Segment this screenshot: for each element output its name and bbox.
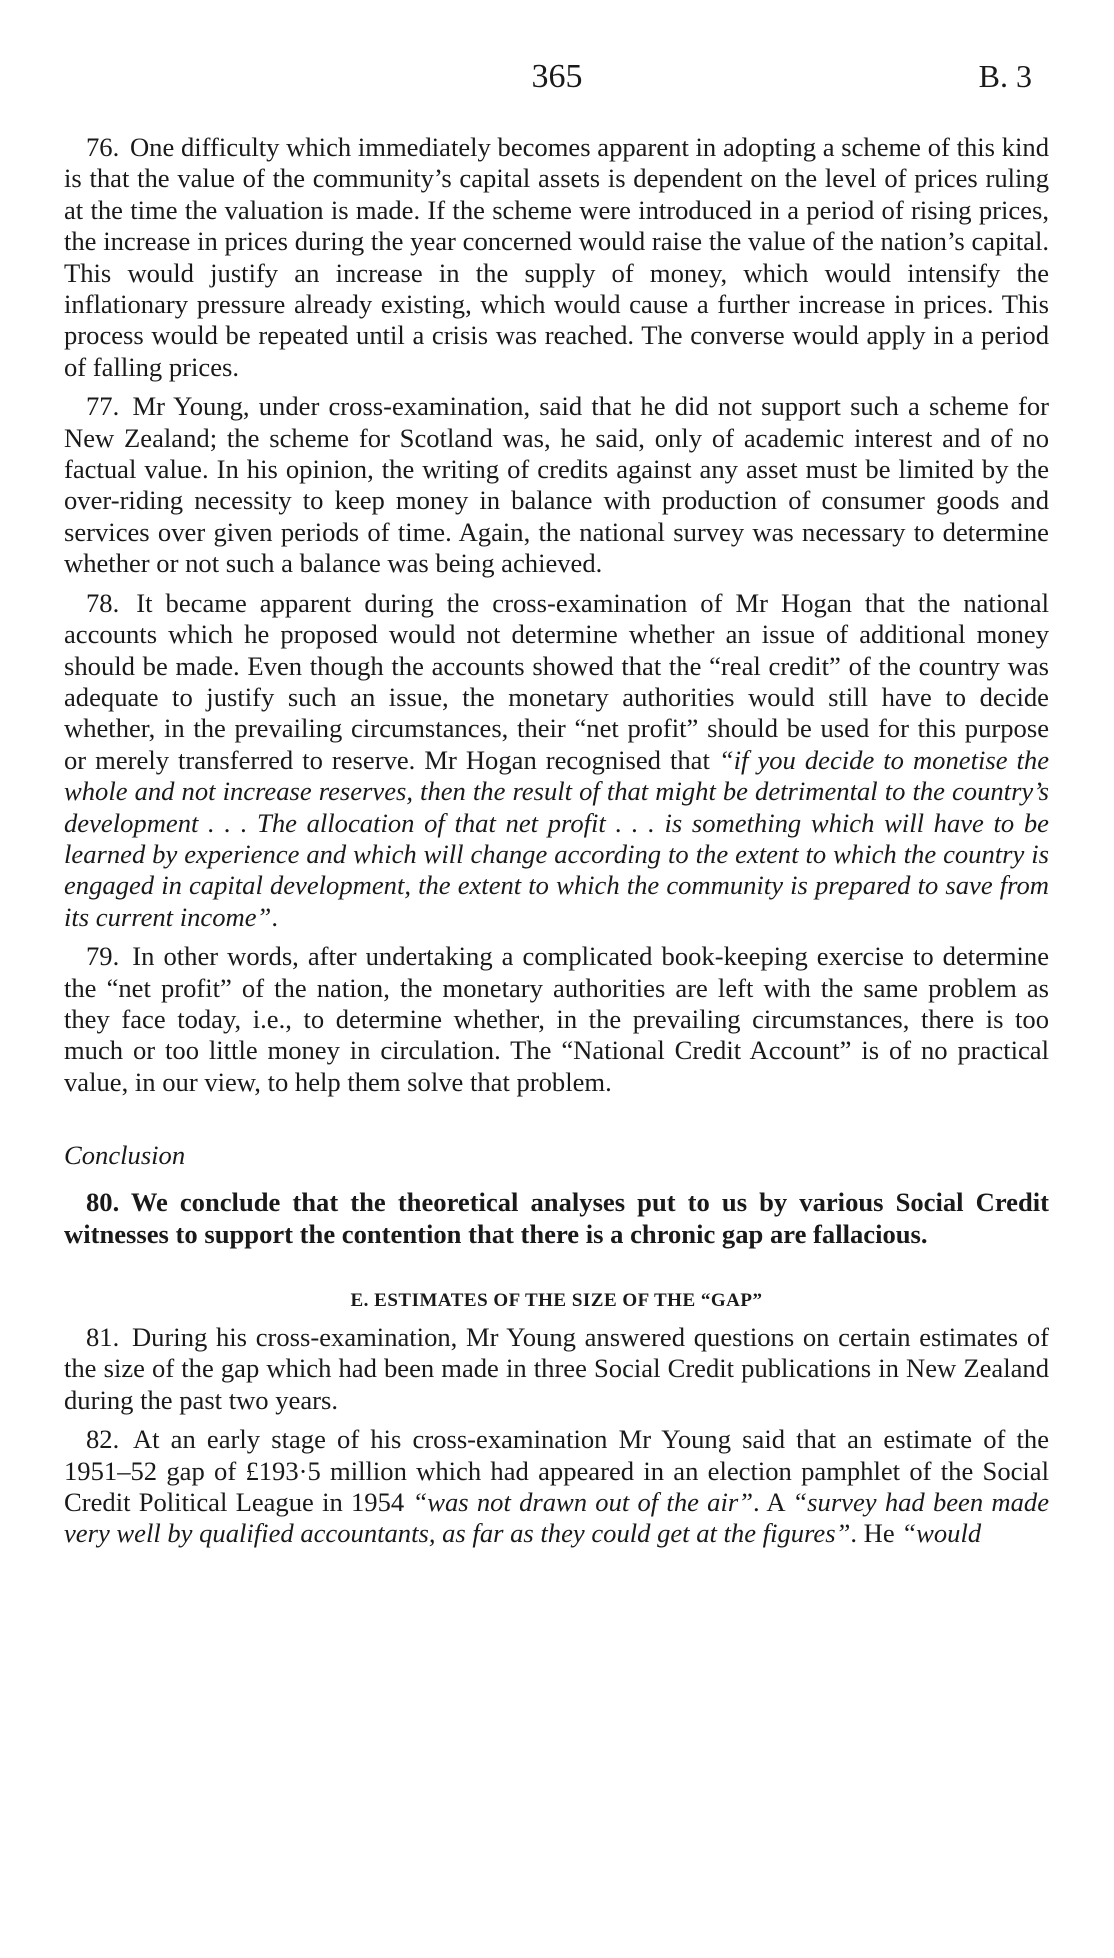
quoted-testimony: “was not drawn out of the air” <box>412 1487 753 1518</box>
paragraph-number: 81. <box>86 1322 120 1352</box>
paragraph-79 <box>64 941 1049 1098</box>
paragraph-text: At an early stage of his cross-examination Mr Young said that an estimate of the 1951–52 gap of £193·5 million which had appeared in an election pamphlet of the Social Credit Political League in 1954 <box>64 1424 1049 1518</box>
page-number: 365 <box>531 58 583 95</box>
paragraph-number: 78. <box>86 587 120 618</box>
paragraph-number: 76. <box>86 132 120 162</box>
paragraph-text: In other words, after undertaking a complicated book-keeping exercise to determine the “net profit” of the nation, the monetary authorities are left with the same problem as they face today, i.e., to determine whether, in the prevailing circumstances, there is too much or too little money in circulation. The “National Credit Account” is of no practical value, in our view, to help them solve that problem. <box>64 941 1049 1097</box>
paragraph-number: 82. <box>86 1424 120 1455</box>
paragraph-text: Mr Young, under cross-examination, said that he did not support such a scheme for New Zealand; the scheme for Scotland was, he said, only of academic interest and of no factual value. In his opinion, the writing of credits against any asset must be limited by the over-riding necessity to keep money in balance with production of consumer goods and services over given periods of time. Again, the national survey was necessary to determine whether or not such a balance was being achieved. <box>64 391 1049 579</box>
document-body <box>64 132 1049 1558</box>
paragraph-text: . He <box>850 1518 902 1549</box>
paragraph-82 <box>64 1424 1049 1550</box>
paragraph-78 <box>64 588 1049 933</box>
conclusion-text: We conclude that the theoretical analyses put to us by various Social Credit witnesses to support the contention that there is a chronic gap are fallacious. <box>64 1187 1049 1249</box>
paragraph-text: . A <box>752 1487 793 1518</box>
quoted-testimony: “survey had been made very well by qualified accountants, as far as they could get at the figures” <box>64 1487 1049 1549</box>
report-code: B. 3 <box>978 58 1032 94</box>
section-e-heading: E. ESTIMATES OF THE SIZE OF THE “GAP” <box>350 1290 763 1311</box>
paragraph-text: One difficulty which immediately becomes apparent in adopting a scheme of this kind is that the value of the community’s capital assets is dependent on the level of prices ruling at the time the valuation is made. If the scheme were introduced in a period of rising prices, the increase in prices during the year concerned would raise the value of the nation’s capital. This would justify an increase in the supply of money, which would intensify the inflationary pressure already existing, which would cause a further increase in prices. This process would be repeated until a crisis was reached. The converse would apply in a period of falling prices. <box>64 132 1049 382</box>
conclusion-heading: Conclusion <box>64 1140 186 1171</box>
paragraph-number: 79. <box>86 941 120 972</box>
paragraph-text: It became apparent during the cross-examination of Mr Hogan that the national accounts which he proposed would not determine whether an issue of additional money should be made. Even though the accounts showed that the “real credit” of the country was adequate to justify such an issue, the monetary authorities would still have to decide whether, in the prevailing circumstances, their “net profit” should be used for this purpose or merely transferred to reserve. Mr Hogan recognised that <box>64 587 1049 775</box>
paragraph-80 <box>64 1187 1049 1250</box>
quoted-testimony: “if you decide to monetise the whole and not increase reserves, then the result of that might be detrimental to the country’s development . . . The allocation of that net profit . . . is something which will have to be learned by experience and which will change according to the extent to which the country is engaged in capital development, the extent to which the community is prepared to save from its current income” <box>64 744 1049 932</box>
quoted-testimony: “would <box>901 1518 982 1549</box>
page-header <box>0 58 1114 102</box>
paragraph-text-end: . <box>271 901 278 932</box>
paragraph-77 <box>64 391 1049 579</box>
paragraph-number: 77. <box>86 391 120 422</box>
paragraph-number: 80. <box>86 1187 120 1218</box>
paragraph-text: During his cross-examination, Mr Young answered questions on certain estimates of the size of the gap which had been made in three Social Credit publications in New Zealand during the past two years. <box>64 1322 1049 1415</box>
paragraph-81 <box>64 1322 1049 1416</box>
paragraph-76 <box>64 132 1049 383</box>
